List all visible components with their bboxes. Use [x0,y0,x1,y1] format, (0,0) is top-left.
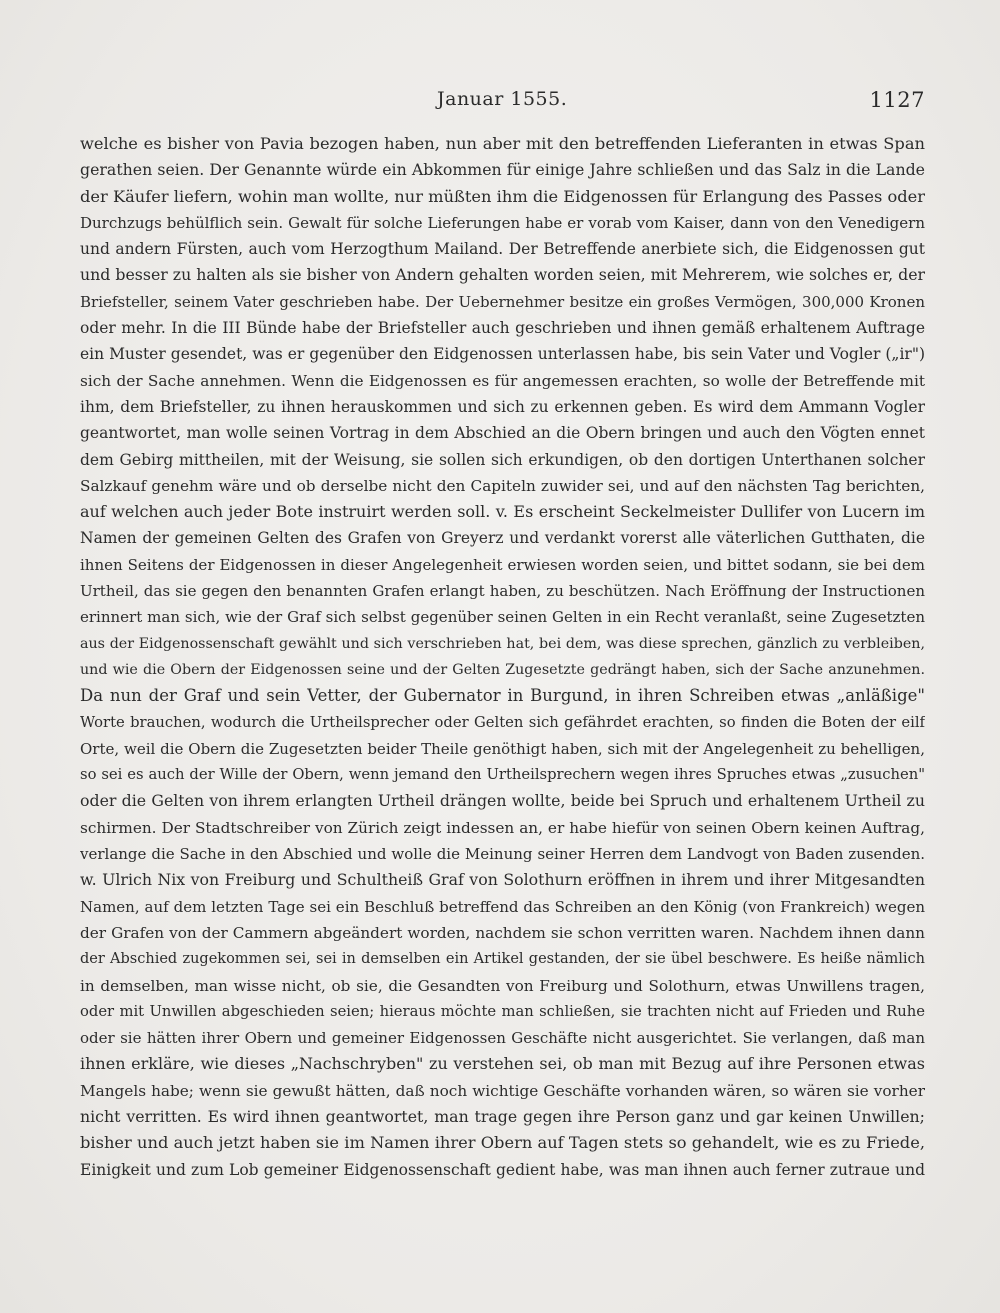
text-line: der Grafen von der Cammern abgeändert worden, nachdem sie schon verritten waren. Nachdem ihnen dann [80,923,925,942]
text-line: Briefsteller, seinem Vater geschrieben habe. Der Uebernehmer besitze ein großes Vermögen, 300,000 Kronen [80,292,925,311]
text-line: ihnen erkläre, wie dieses „Nachschryben" zu verstehen sei, ob man mit Bezug auf ihre Personen etwas [80,1054,925,1074]
text-line: sich der Sache annehmen. Wenn die Eidgenossen es für angemessen erachten, so wolle der Betreffende mit [80,371,925,390]
text-line: auf welchen auch jeder Bote instruirt werden soll. v. Es erscheint Seckelmeister Dullifer von Lucern im [80,502,925,522]
text-line: der Abschied zugekommen sei, sei in demselben ein Artikel gestanden, der sie übel beschwere. Es heiße nämlich [80,951,925,968]
text-line: oder sie hätten ihrer Obern und gemeiner Eidgenossen Geschäfte nicht ausgerichtet. Sie verlangen, daß man [80,1029,925,1048]
text-line: und wie die Obern der Eidgenossen seine und der Gelten Zugesetzte gedrängt haben, sich der Sache anzunehmen. [80,661,925,678]
text-line: in demselben, man wisse nicht, ob sie, die Gesandten von Freiburg und Solothurn, etwas Unwillens tragen, [80,976,925,995]
text-line: ein Muster gesendet, was er gegenüber den Eidgenossen unterlassen habe, bis sein Vater und Vogler („ir") [80,345,925,364]
text-line: oder mehr. In die III Bünde habe der Briefsteller auch geschrieben und ihnen gemäß erhaltenem Auftrage [80,319,925,338]
text-line: welche es bisher von Pavia bezogen haben, nun aber mit den betreffenden Lieferanten in etwas Span [80,134,925,153]
text-line: bisher und auch jetzt haben sie im Namen ihrer Obern auf Tagen stets so gehandelt, wie es zu Friede, [80,1133,925,1153]
text-line: ihnen Seitens der Eidgenossen in dieser Angelegenheit erwiesen worden seien, und bittet sodann, sie bei dem [80,555,925,574]
body-text [80,131,925,1183]
text-line: aus der Eidgenossenschaft gewählt und sich verschrieben hat, bei dem, was diese sprechen, gänzlich zu verbleiben, [80,635,925,652]
text-line: Durchzugs behülflich sein. Gewalt für solche Lieferungen habe er vorab vom Kaiser, dann von den Venedigern [80,213,925,232]
text-line: und andern Fürsten, auch vom Herzogthum Mailand. Der Betreffende anerbiete sich, die Eidgenossen gut [80,240,925,259]
text-line: dem Gebirg mittheilen, mit der Weisung, sie sollen sich erkundigen, ob den dortigen Unterthanen solcher [80,450,925,469]
text-line: oder mit Unwillen abgeschieden seien; hieraus möchte man schließen, sie trachten nicht auf Frieden und Ruhe [80,1002,925,1020]
text-line: so sei es auch der Wille der Obern, wenn jemand den Urtheilsprechern wegen ihres Spruches etwas „zusuchen" [80,766,925,784]
text-line: schirmen. Der Stadtschreiber von Zürich zeigt indessen an, er habe hiefür von seinen Obern keinen Auftrag, [80,818,925,837]
text-line: verlange die Sache in den Abschied und wolle die Meinung seiner Herren dem Landvogt von Baden zusenden. [80,845,925,864]
text-line: Salzkauf genehm wäre und ob derselbe nicht den Capiteln zuwider sei, und auf den nächsten Tag berichten, [80,476,925,495]
text-line: oder die Gelten von ihrem erlangten Urtheil drängen wollte, beide bei Spruch und erhaltenem Urtheil zu [80,791,925,811]
text-line: Mangels habe; wenn sie gewußt hätten, daß noch wichtige Geschäfte vorhanden wären, so wären sie vorher [80,1081,925,1100]
text-line: Namen, auf dem letzten Tage sei ein Beschluß betreffend das Schreiben an den König (von Frankreich) wegen [80,897,925,916]
text-line: Worte brauchen, wodurch die Urtheilsprecher oder Gelten sich gefährdet erachten, so finden die Boten der eilf [80,713,925,731]
running-head: Januar 1555. [437,88,568,110]
text-line: Namen der gemeinen Gelten des Grafen von Greyerz und verdankt vorerst alle väterlichen Gutthaten, die [80,529,925,548]
text-line: Da nun der Graf und sein Vetter, der Gubernator in Burgund, in ihren Schreiben etwas „anläßige" [80,686,925,706]
text-line: und besser zu halten als sie bisher von Andern gehalten worden seien, mit Mehrerem, wie solches er, der [80,265,925,285]
text-line: nicht verritten. Es wird ihnen geantwortet, man trage gegen ihre Person ganz und gar keinen Unwillen; [80,1106,925,1126]
text-line: ihm, dem Briefsteller, zu ihnen herauskommen und sich zu erkennen geben. Es wird dem Ammann Vogler [80,397,925,416]
text-line: w. Ulrich Nix von Freiburg und Schultheiß Graf von Solothurn eröffnen in ihrem und ihrer Mitgesandten [80,870,925,890]
page-number: 1127 [869,88,925,112]
text-line: gerathen seien. Der Genannte würde ein Abkommen für einige Jahre schließen und das Salz in die Lande [80,160,925,180]
text-line: der Käufer liefern, wohin man wollte, nur müßten ihm die Eidgenossen für Erlangung des Passes oder [80,186,925,206]
page-header [80,88,925,118]
text-line: erinnert man sich, wie der Graf sich selbst gegenüber seinen Gelten in ein Recht veranlaßt, seine Zugesetzten [80,608,925,627]
text-line: Urtheil, das sie gegen den benannten Grafen erlangt haben, zu beschützen. Nach Eröffnung der Instructionen [80,582,925,601]
text-line: Einigkeit und zum Lob gemeiner Eidgenossenschaft gedient habe, was man ihnen auch ferner zutraue und [80,1160,925,1179]
text-line: Orte, weil die Obern die Zugesetzten beider Theile genöthigt haben, sich mit der Angelegenheit zu behelligen, [80,739,925,758]
text-line: geantwortet, man wolle seinen Vortrag in dem Abschied an die Obern bringen und auch den Vögten ennet [80,424,925,443]
